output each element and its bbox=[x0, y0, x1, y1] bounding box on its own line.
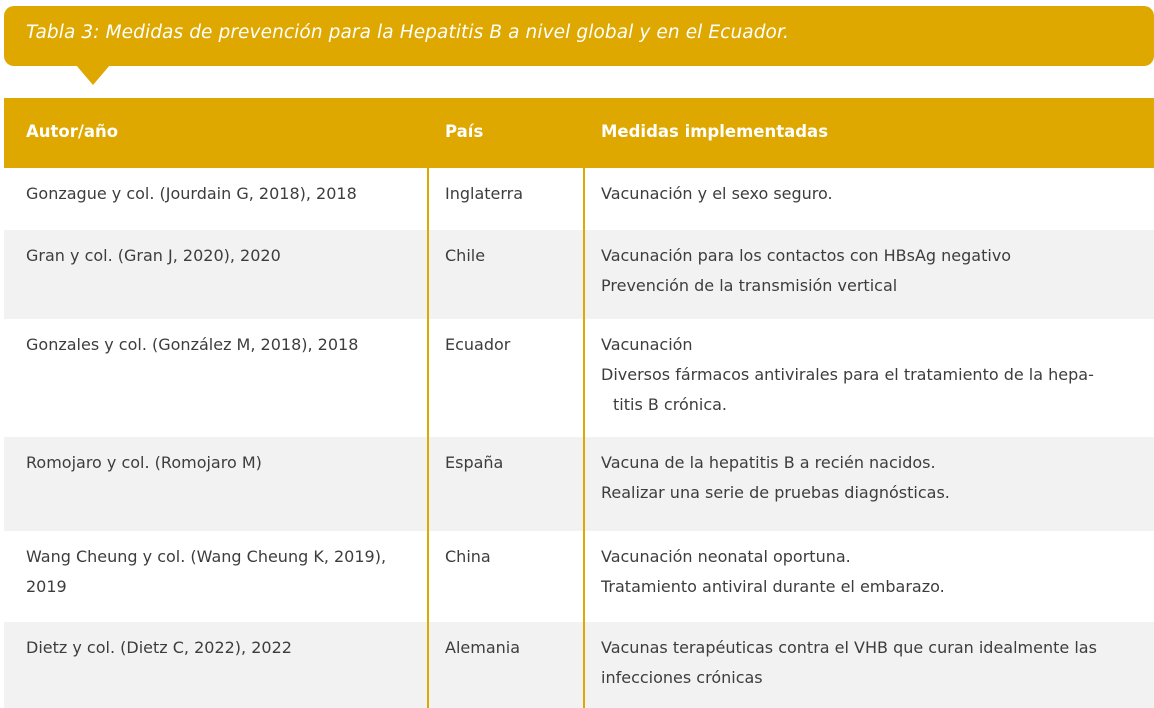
author-text: 2019 bbox=[26, 577, 67, 596]
measure-text: Vacunación neonatal oportuna. bbox=[601, 547, 851, 566]
table-header-row bbox=[4, 98, 1154, 168]
author-cell bbox=[26, 319, 416, 360]
table-row bbox=[4, 622, 1154, 708]
measure-text: Tratamiento antiviral durante el embarazo. bbox=[601, 577, 945, 596]
country-text: Ecuador bbox=[445, 335, 511, 354]
author-text: Romojaro y col. (Romojaro M) bbox=[26, 453, 262, 472]
measure-text: Vacunación y el sexo seguro. bbox=[601, 184, 833, 203]
measures-cell bbox=[601, 168, 1131, 209]
measure-text: Vacuna de la hepatitis B a recién nacidos. bbox=[601, 453, 936, 472]
measure-text: Prevención de la transmisión vertical bbox=[601, 276, 898, 295]
country-text: Chile bbox=[445, 246, 486, 265]
table-row bbox=[4, 319, 1154, 437]
author-cell bbox=[26, 168, 416, 209]
measure-text: Vacunación para los contactos con HBsAg negativo bbox=[601, 246, 1012, 265]
table-row bbox=[4, 531, 1154, 622]
author-text: Gran y col. (Gran J, 2020), 2020 bbox=[26, 246, 281, 265]
country-cell bbox=[445, 531, 575, 572]
country-cell bbox=[445, 230, 575, 271]
measure-text: titis B crónica. bbox=[613, 395, 728, 414]
measures-cell bbox=[601, 230, 1131, 301]
country-cell bbox=[445, 622, 575, 663]
author-text: Wang Cheung y col. (Wang Cheung K, 2019), bbox=[26, 547, 387, 566]
country-text: Inglaterra bbox=[445, 184, 524, 203]
measures-cell bbox=[601, 531, 1131, 602]
measures-cell bbox=[601, 622, 1131, 693]
measure-text: Realizar una serie de pruebas diagnósticas. bbox=[601, 483, 950, 502]
measure-text: Diversos fármacos antivirales para el tratamiento de la hepa- bbox=[601, 365, 1094, 384]
author-cell bbox=[26, 531, 416, 602]
caption-pointer bbox=[76, 65, 110, 85]
author-cell bbox=[26, 622, 416, 663]
country-text: Alemania bbox=[445, 638, 521, 657]
author-text: Gonzague y col. (Jourdain G, 2018), 2018 bbox=[26, 184, 357, 203]
author-cell bbox=[26, 230, 416, 271]
measure-text: Vacunas terapéuticas contra el VHB que curan idealmente las bbox=[601, 638, 1097, 657]
author-cell bbox=[26, 437, 416, 478]
country-cell bbox=[445, 437, 575, 478]
measure-text: infecciones crónicas bbox=[601, 668, 763, 687]
table-caption-banner bbox=[4, 6, 1154, 66]
table-row bbox=[4, 437, 1154, 531]
table-row bbox=[4, 168, 1154, 230]
measure-text: Vacunación bbox=[601, 335, 693, 354]
country-text: España bbox=[445, 453, 504, 472]
country-cell bbox=[445, 319, 575, 360]
column-divider bbox=[583, 168, 585, 708]
table-caption: Tabla 3: Medidas de prevención para la Hepatitis B a nivel global y en el Ecuador. bbox=[26, 21, 789, 43]
header-author: Autor/año bbox=[26, 122, 119, 141]
prevention-table bbox=[4, 98, 1154, 708]
header-country: País bbox=[445, 122, 484, 141]
header-measures: Medidas implementadas bbox=[601, 122, 829, 141]
column-divider bbox=[427, 168, 429, 708]
country-text: China bbox=[445, 547, 491, 566]
measures-cell bbox=[601, 437, 1131, 508]
author-text: Gonzales y col. (González M, 2018), 2018 bbox=[26, 335, 359, 354]
table-row bbox=[4, 230, 1154, 319]
measures-cell bbox=[601, 319, 1131, 420]
author-text: Dietz y col. (Dietz C, 2022), 2022 bbox=[26, 638, 292, 657]
country-cell bbox=[445, 168, 575, 209]
